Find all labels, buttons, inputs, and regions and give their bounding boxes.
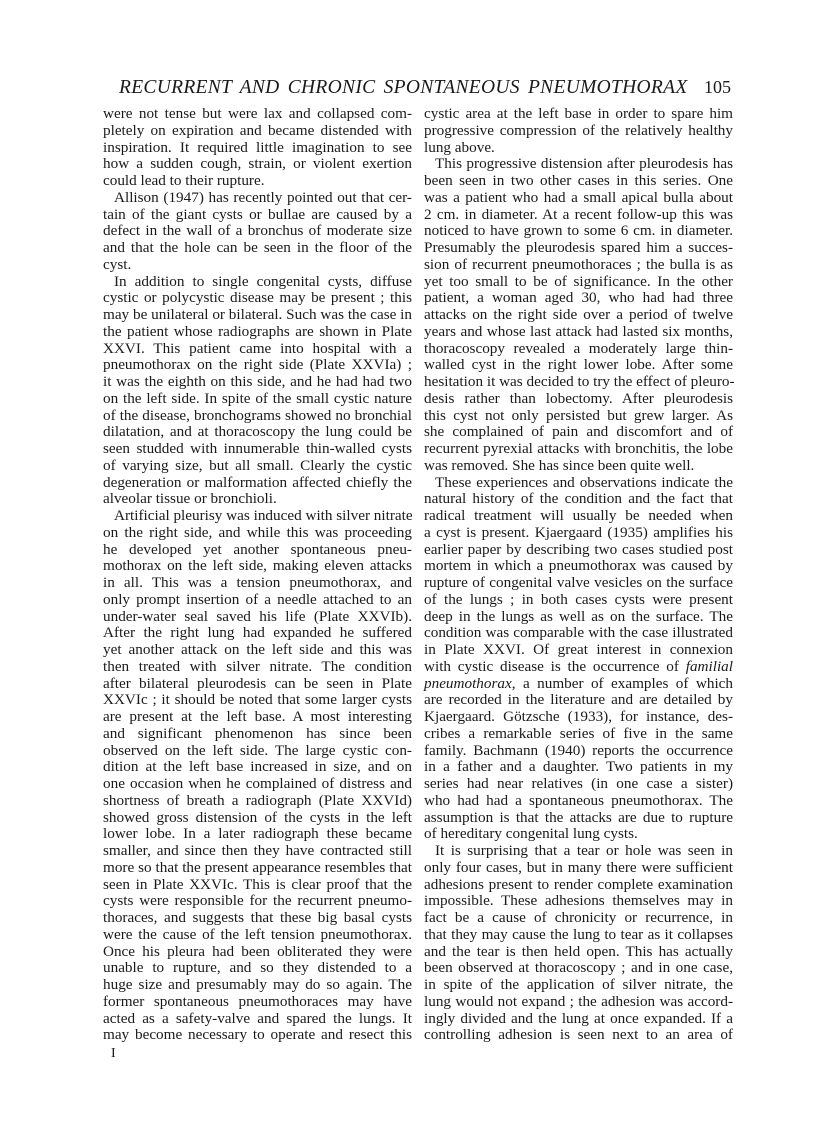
text-line: earlier paper by describing two cases studied post — [424, 540, 733, 558]
text-line: hesitation it was decided to try the effect of pleuro- — [424, 373, 735, 390]
text-line: progressive compression of the relatively healthy — [424, 121, 733, 139]
text-line: of the lungs ; in both cases cysts were present — [424, 590, 733, 608]
paragraph — [103, 190, 412, 274]
text-line: could lead to their rupture. — [103, 172, 265, 189]
text-line: noticed to have grown to some 6 cm. in diameter. — [424, 222, 733, 240]
text-line: lung would not expand ; the adhesion was accord- — [424, 992, 733, 1010]
text-line: were the cause of the left tension pneumothorax. — [103, 925, 412, 943]
text-line: showed gross distension of the cysts in the left — [103, 808, 412, 826]
text-line — [424, 659, 733, 676]
text-line: defect in the wall of a bronchus of moderate size — [103, 222, 412, 240]
text-line: that they may cause the lung to tear as it collapses — [424, 925, 733, 943]
text-line: huge size and presumably may do so again. The — [103, 976, 412, 993]
text-line: who had had a spontaneous pneumothorax. The — [424, 791, 733, 809]
text-line: former spontaneous pneumothoraces may have — [103, 992, 412, 1010]
text-line: walled cyst in the right lower lobe. After some — [424, 356, 733, 374]
text-line: on the left side. In spite of the small cystic nature — [103, 389, 412, 407]
text-line: may be unilateral or bilateral. Such was the case in — [103, 306, 412, 323]
italic-term: pneumothorax — [424, 674, 512, 692]
paragraph — [424, 843, 733, 1044]
text-line: of hereditary congenital lung cysts. — [424, 825, 638, 843]
text-line: was a patient who had a small apical bulla about — [424, 188, 733, 206]
text-line: been observed at thoracoscopy ; and in one case, — [424, 959, 733, 977]
text-line: seen in Plate XXVIc. This is clear proof that the — [103, 875, 412, 893]
text-line: rupture of congenital valve vesicles on the surface — [424, 574, 733, 591]
text-line: lower lobe. In a later radiograph these became — [103, 825, 412, 843]
text-line: after bilateral pleurodesis can be seen in Plate — [103, 674, 412, 692]
text-line: and the tear is then held open. This has actually — [424, 942, 733, 960]
text-line: radical treatment will usually be needed when — [424, 507, 733, 524]
italic-term: familial — [685, 657, 733, 675]
text-line: of the disease, bronchograms showed no bronchial — [103, 406, 412, 424]
text-line: and that the hole can be seen in the floor of the — [103, 239, 412, 256]
text-line: on the right side, and while this was proceeding — [103, 523, 412, 541]
text-line: It is surprising that a tear or hole was seen in — [435, 842, 733, 859]
text-line: years and whose last attack had lasted six months, — [424, 322, 733, 340]
text-line: These experiences and observations indicate the — [435, 473, 733, 491]
paragraph — [103, 106, 412, 190]
text-run: with cystic disease is the occurrence of — [424, 657, 686, 675]
text-line: desis rather than lobectomy. After pleurodesis — [424, 389, 733, 407]
text-line: deep in the lungs as well as on the surface. The — [424, 607, 733, 625]
text-line: Allison (1947) has recently pointed out that cer- — [114, 188, 412, 206]
text-line: 2 cm. in diameter. At a recent follow-up this was — [424, 205, 733, 223]
text-line: Artificial pleurisy was induced with silver nitrate — [114, 507, 413, 524]
text-line: mothorax on the left side, making eleven attacks — [103, 557, 412, 575]
text-line: are recorded in the literature and are detailed by — [424, 691, 733, 709]
text-line: dition at the left base increased in size, and on — [103, 758, 412, 776]
text-line: mortem in which a pneumothorax was caused by — [424, 557, 733, 575]
text-line: cystic area at the left base in order to spare him — [424, 105, 733, 122]
text-line: XXVI. This patient came into hospital with a — [103, 339, 412, 357]
text-line: natural history of the condition and the fact that — [424, 490, 733, 508]
right-column — [424, 106, 733, 1044]
signature-mark: I — [111, 1046, 116, 1061]
text-line: cribes a remarkable series of five in the same — [424, 724, 733, 742]
text-line: in spite of the application of silver nitrate, the — [424, 976, 733, 993]
text-line: After the right lung had expanded he suffered — [103, 624, 412, 642]
text-line: In addition to single congenital cysts, diffuse — [114, 272, 412, 290]
text-line: it was the eighth on this side, and he had had two — [103, 373, 412, 390]
text-line: shortness of breath a radiograph (Plate XXVId) — [103, 791, 412, 809]
text-line: thoracoscopy revealed a moderately large thin- — [424, 339, 733, 357]
text-line: only four cases, but in many there were sufficient — [424, 858, 733, 876]
text-line: Once his pleura had been obliterated they were — [103, 942, 412, 960]
text-line: in a father and a daughter. Two patients in my — [424, 758, 733, 776]
left-column — [103, 106, 412, 1044]
text-line: thoraces, and suggests that these big basal cysts — [103, 909, 412, 926]
text-line: smaller, and since then they have contracted still — [103, 842, 412, 859]
text-line: inspiration. It required little imagination to see — [103, 138, 412, 156]
text-line: yet another attack on the left side and this was — [103, 641, 412, 658]
text-line: lung above. — [424, 138, 495, 156]
text-line: he developed yet another spontaneous pneu- — [103, 540, 412, 558]
text-line: were not tense but were lax and collapsed com- — [103, 105, 412, 122]
text-line: series had near relatives (in one case a sister) — [424, 775, 733, 792]
paragraph — [424, 106, 733, 156]
text-line: assumption is that the attacks are due to rupture — [424, 808, 733, 826]
text-line: seen studded with innumerable thin-walled cysts — [103, 440, 412, 457]
text-line: patient, a woman aged 30, who had had three — [424, 289, 733, 307]
text-line: degeneration or malformation affected chiefly the — [103, 473, 412, 491]
text-line: was removed. She has since been quite well. — [424, 456, 695, 474]
text-line: cyst. — [103, 255, 132, 273]
text-line: condition was comparable with the case illustrated — [424, 624, 733, 642]
text-line: cystic or polycystic disease may be present ; this — [103, 289, 412, 307]
text-line: may become necessary to operate and resect this — [103, 1026, 412, 1044]
text-line: impossible. These adhesions themselves may in — [424, 892, 733, 910]
paragraph — [424, 475, 733, 844]
text-line: tain of the giant cysts or bullae are caused by a — [103, 205, 412, 223]
text-line: attacks on the right side over a period of twelve — [424, 306, 733, 323]
text-line: of varying size, but all small. Clearly the cystic — [103, 456, 412, 474]
text-line: observed on the left side. The large cystic con- — [103, 741, 412, 759]
text-line: the patient whose radiographs are shown in Plate — [103, 322, 412, 340]
text-line: are present at the left base. A most interesting — [103, 708, 412, 725]
text-line: this cyst not only persisted but grew larger. As — [424, 406, 733, 424]
text-line: recurrent pyrexial attacks with bronchitis, the lobe — [424, 440, 733, 457]
text-line: pneumothorax on the right side (Plate XXVIa) ; — [103, 356, 412, 374]
text-line: only prompt insertion of a needle attached to an — [103, 590, 412, 608]
text-line: Kjaergaard. Götzsche (1933), for instance, des- — [424, 708, 733, 725]
text-line: a cyst is present. Kjaergaard (1935) amplifies his — [424, 523, 733, 541]
text-line: XXVIc ; it should be noted that some larger cysts — [103, 691, 412, 709]
text-line: unable to rupture, and so they distended to a — [103, 959, 412, 977]
text-line: been seen in two other cases in this series. One — [424, 172, 733, 189]
text-line: and significant phenomenon has since been — [103, 724, 412, 742]
text-line: acted as a safety-valve and spared the lungs. It — [103, 1009, 412, 1027]
text-line: she complained of pain and discomfort and of — [424, 423, 733, 441]
text-line: fact be a cause of chronicity or recurrence, in — [424, 909, 733, 926]
text-line: cysts were responsible for the recurrent pneumo- — [103, 892, 412, 910]
paragraph — [103, 274, 412, 509]
text-line: in Plate XXVI. Of great interest in connexion — [424, 641, 733, 658]
text-line: in all. This was a tension pneumothorax, and — [103, 574, 412, 591]
text-line: yet too small to be of significance. In the other — [424, 272, 733, 290]
text-line: one occasion when he complained of distress and — [103, 775, 412, 792]
text-run: , a number of examples of which — [511, 674, 733, 692]
running-header — [103, 77, 731, 101]
text-line: This progressive distension after pleurodesis has — [435, 155, 733, 173]
text-line: how a sudden cough, strain, or violent exertion — [103, 155, 412, 173]
text-line: pletely on expiration and became distended with — [103, 121, 412, 139]
text-line: under-water seal saved his life (Plate XXVIb). — [103, 607, 412, 625]
running-title: RECURRENT AND CHRONIC SPONTANEOUS PNEUMOTHORAX — [119, 77, 688, 98]
paragraph — [424, 156, 733, 474]
text-line: alveolar tissue or bronchioli. — [103, 490, 277, 508]
paragraph — [103, 508, 412, 1044]
text-line: adhesions present to render complete examination — [424, 875, 733, 893]
text-line: ingly divided and the lung at once expanded. If a — [424, 1009, 733, 1027]
text-line: controlling adhesion is seen next to an area of — [424, 1026, 733, 1044]
text-line: family. Bachmann (1940) reports the occurrence — [424, 741, 733, 759]
text-line: sion of recurrent pneumothoraces ; the bulla is as — [424, 255, 733, 273]
text-line: more so that the present appearance resembles that — [103, 858, 412, 876]
text-line: dilatation, and at thoracoscopy the lung could be — [103, 423, 412, 441]
text-line: then treated with silver nitrate. The condition — [103, 657, 412, 675]
page-number: 105 — [704, 77, 731, 97]
text-line: Presumably the pleurodesis spared him a succes- — [424, 239, 733, 256]
text-line — [424, 676, 733, 693]
